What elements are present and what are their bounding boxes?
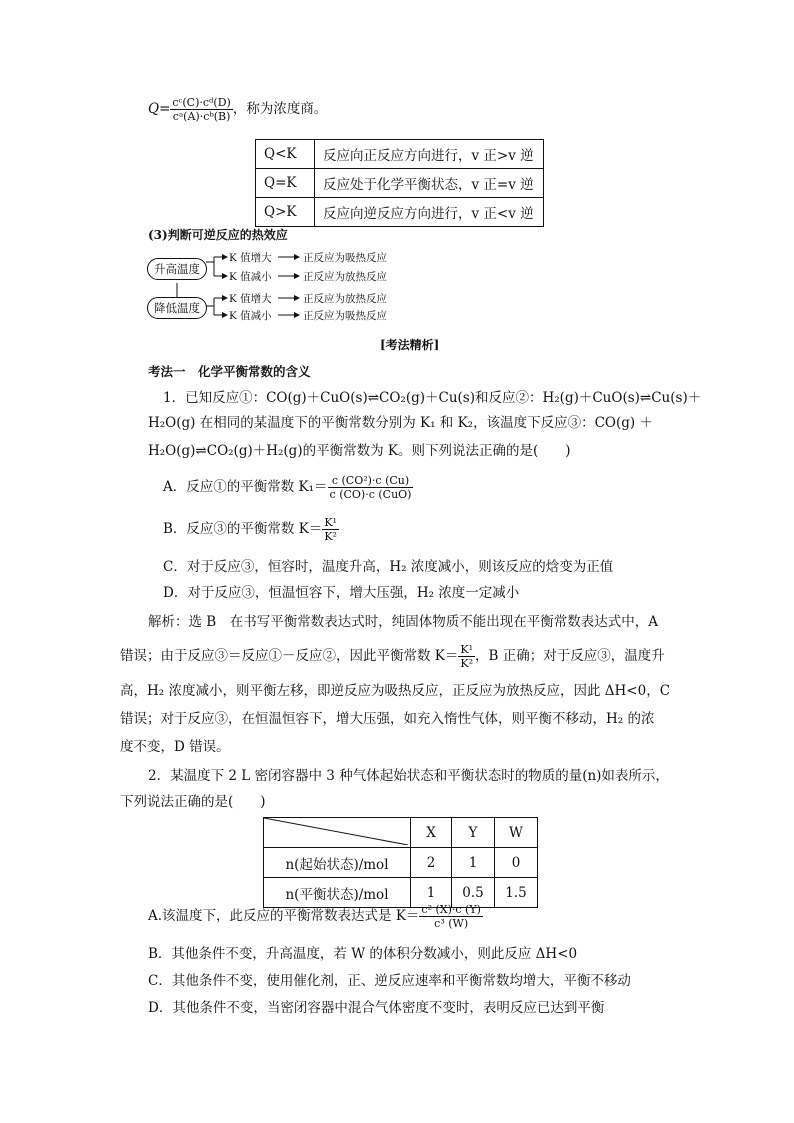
q-definition-tail: ，称为浓度商。 [232,101,328,117]
result-exothermic: 正反应为放热反应 [303,271,387,283]
analysis-fraction: $\frac{\text{K¹}}{\text{K²}}$ [460,643,474,670]
method-title: 考法一 化学平衡常数的含义 [148,364,311,379]
result-exothermic: 正反应为放热反应 [303,293,387,305]
analysis-line: 错误；对于反应③，在恒温恒容下，增大压强，如充入惰性气体，则平衡不移动，H₂ 的浓 [120,711,655,727]
section-label: [考法精析] [380,338,440,352]
column-header: X [411,818,452,848]
k-increase-label: K 值增大 [229,293,272,305]
q1-line: H₂O(g) 在相同的某温度下的平衡常数分别为 K₁ 和 K₂，该温度下反应③：CO(g) ＋ [148,415,653,431]
q1-option-c: C．对于反应③，恒容时，温度升高，H₂ 浓度减小，则该反应的焓变为正值 [163,559,614,575]
q-fraction: $\frac{\text{cᶜ(C)·cᵈ(D)}}{\text{cᵃ(A)·cᵇ(B)}}$ [172,96,231,123]
table-cell: 1 [452,848,495,878]
q1-option-a: A．反应①的平衡常数 K₁＝ $\frac{\text{c (CO²)·c (Cu)}}{\text{c (CO)·c (CuO)}}$ [163,474,412,501]
option-a-fraction: $\frac{\text{c (CO²)·c (Cu)}}{\text{c (CO)·c (CuO)}}$ [329,474,412,501]
q2-line: 2．某温度下 2 L 密闭容器中 3 种气体起始状态和平衡状态时的物质的量(n)如表所示， [148,768,669,784]
table-cell: 2 [411,848,452,878]
q-k-cond: Q<K [256,140,315,169]
q2-option-a: A.该温度下，此反应的平衡常数表达式是 K＝ $\frac{\text{c² (X)·c (Y)}}{\text{c³ (W)}}$ [148,903,481,930]
table-header-row [264,818,538,848]
raise-temp-box: 升高温度 [147,258,207,280]
result-endothermic: 正反应为吸热反应 [303,252,387,264]
table-cell: 1.5 [495,878,538,908]
analysis-line: 解析：选 B 在书写平衡常数表达式时，纯固体物质不能出现在平衡常数表达式中，A [148,614,658,630]
amount-table [263,817,538,908]
q-k-cond: Q=K [256,169,315,198]
table-row [264,848,538,878]
q-k-desc: 反应处于化学平衡状态，v 正=v 逆 [315,169,544,198]
k-increase-label: K 值增大 [229,252,272,264]
q1-line: H₂O(g)⇌CO₂(g)＋H₂(g)的平衡常数为 K。则下列说法正确的是( ) [148,443,571,459]
analysis-line: 错误；由于反应③＝反应①－反应②，因此平衡常数 K＝ $\frac{\text{K¹}}{\text{K²}}$ ，B 正确；对于反应③，温度升 [120,643,665,670]
row-label: n(起始状态)/mol [264,848,411,878]
q-k-desc: 反应向逆反应方向进行，v 正<v 逆 [315,198,544,227]
q2-option-b: B．其他条件不变，升高温度，若 W 的体积分数减小，则此反应 ΔH<0 [148,946,578,962]
k-decrease-label: K 值减小 [229,310,272,322]
q-k-cond: Q>K [256,198,315,227]
heat-effect-title: (3)判断可逆反应的热效应 [148,228,288,242]
result-endothermic: 正反应为吸热反应 [303,310,387,322]
q1-option-d: D．对于反应③，恒温恒容下，增大压强，H₂ 浓度一定减小 [163,585,520,601]
q1-option-b: B．反应③的平衡常数 K＝ $\frac{\text{K¹}}{\text{K²}}$ [163,516,337,543]
k-decrease-label: K 值减小 [229,271,272,283]
diagonal-line [264,818,408,845]
lower-temp-box: 降低温度 [147,297,207,319]
q2-option-c: C．其他条件不变，使用催化剂，正、逆反应速率和平衡常数均增大，平衡不移动 [148,973,631,989]
table-cell: 0 [495,848,538,878]
q-k-desc: 反应向正反应方向进行，v 正>v 逆 [315,140,544,169]
analysis-line: 高，H₂ 浓度减小，则平衡左移，即逆反应为吸热反应，正反应为放热反应，因此 ΔH<0，C [120,683,671,699]
column-header: W [495,818,538,848]
analysis-line: 度不变，D 错误。 [120,739,230,755]
table-cell: 1 [411,878,452,908]
option-a-fraction: $\frac{\text{c² (X)·c (Y)}}{\text{c³ (W)}}$ [421,903,481,930]
q2-line: 下列说法正确的是( ) [120,794,266,810]
option-b-fraction: $\frac{\text{K¹}}{\text{K²}}$ [324,516,337,543]
row-label: n(平衡状态)/mol [264,878,411,908]
table-cell: 0.5 [452,878,495,908]
column-header: Y [452,818,495,848]
q-lhs: Q= [148,101,171,117]
diagonal-header-cell [264,818,411,848]
q2-option-d: D．其他条件不变，当密闭容器中混合气体密度不变时，表明反应已达到平衡 [148,1000,605,1016]
q1-line: 1．已知反应①：CO(g)＋CuO(s)⇌CO₂(g)＋Cu(s)和反应②：H₂(g)＋CuO(s)⇌Cu(s)＋ [163,390,702,406]
